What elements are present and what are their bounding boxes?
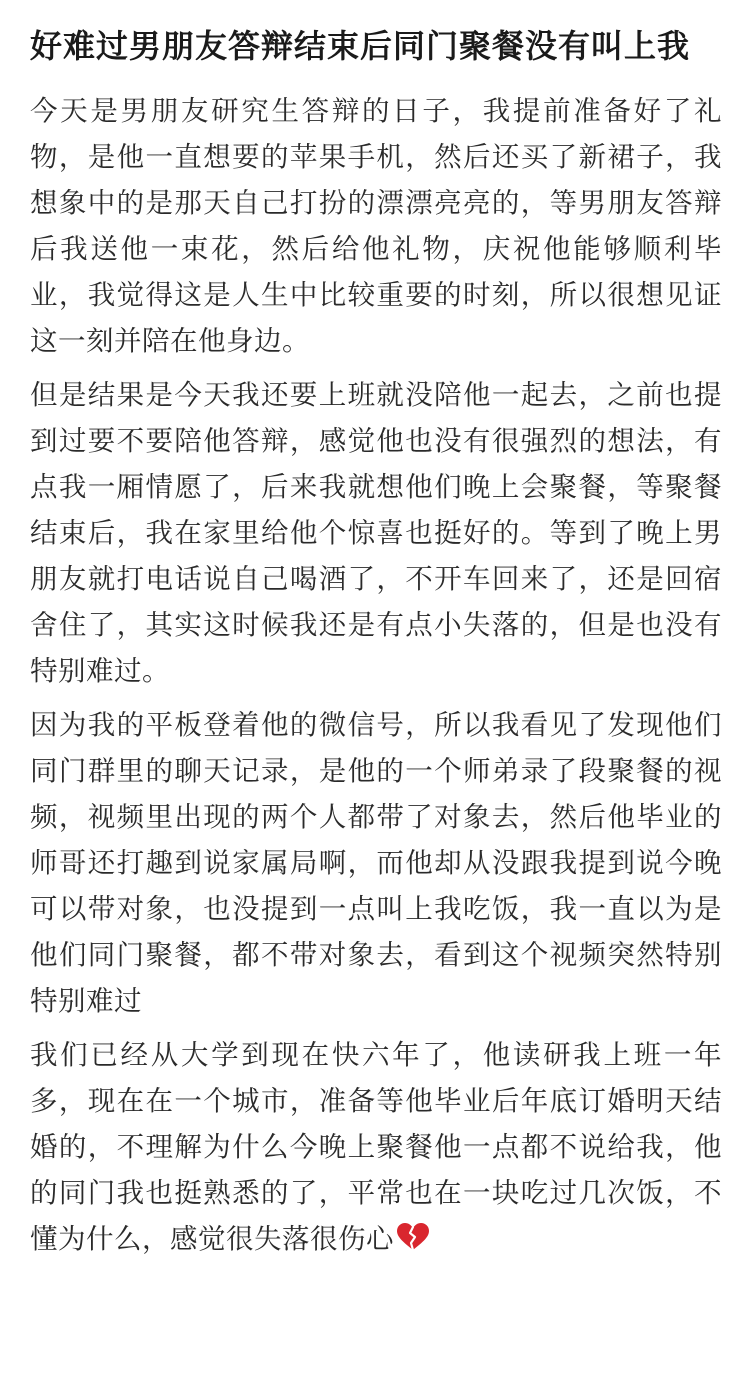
broken-heart-icon <box>396 1222 430 1252</box>
post-paragraph-3: 因为我的平板登着他的微信号，所以我看见了发现他们同门群里的聊天记录，是他的一个师弟录了段聚餐的视频，视频里出现的两个人都带了对象去，然后他毕业的师哥还打趣到说家属局啊，而他却从没跟我提到说今晚可以带对象，也没提到一点叫上我吃饭，我一直以为是他们同门聚餐，都不带对象去，看到这个视频突然特别特别难过 <box>30 709 722 1017</box>
post-paragraph-2: 但是结果是今天我还要上班就没陪他一起去，之前也提到过要不要陪他答辩，感觉他也没有很强烈的想法，有点我一厢情愿了，后来我就想他们晚上会聚餐，等聚餐结束后，我在家里给他个惊喜也挺好的。等到了晚上男朋友就打电话说自己喝酒了，不开车回来了，还是回宿舍住了，其实这时候我还是有点小失落的，但是也没有特别难过。 <box>30 379 722 687</box>
post-paragraph-4-text: 我们已经从大学到现在快六年了，他读研我上班一年多，现在在一个城市，准备等他毕业后年底订婚明天结婚的，不理解为什么今晚上聚餐他一点都不说给我，他的同门我也挺熟悉的了，平常也在一块吃过几次饭，不懂为什么，感觉很失落很伤心 <box>30 1039 722 1255</box>
post-paragraph-1: 今天是男朋友研究生答辩的日子，我提前准备好了礼物，是他一直想要的苹果手机，然后还买了新裙子，我想象中的是那天自己打扮的漂漂亮亮的，等男朋友答辩后我送他一束花，然后给他礼物，庆祝他能够顺利毕业，我觉得这是人生中比较重要的时刻，所以很想见证这一刻并陪在他身边。 <box>30 95 722 357</box>
post-title: 好难过男朋友答辩结束后同门聚餐没有叫上我 <box>30 27 691 65</box>
post-paragraph-4 <box>30 1032 722 1262</box>
